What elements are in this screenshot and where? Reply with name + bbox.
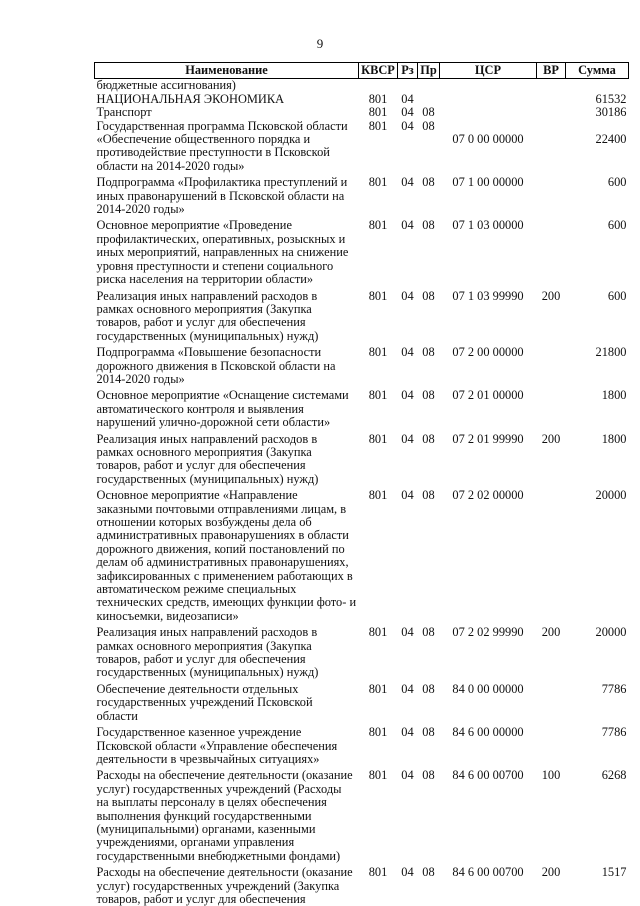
row-vr — [537, 723, 566, 766]
row-pr: 08 — [422, 218, 435, 233]
row-csr: 07 0 00 00000 — [452, 131, 524, 146]
row-pr: 08 — [422, 488, 435, 503]
row-pr: 08 — [422, 288, 435, 303]
row-name: Транспорт — [96, 105, 152, 120]
row-vr — [537, 386, 566, 429]
table-row — [95, 287, 629, 344]
row-pr: 08 — [422, 725, 435, 740]
row-rz: 04 — [401, 118, 414, 133]
row-vr: 200 — [541, 288, 561, 303]
row-sum: 6268 — [601, 768, 627, 783]
table-row — [95, 106, 629, 119]
row-rz: 04 — [401, 105, 414, 120]
row-name: Подпрограмма «Повышение безопасности дорожного движения в Псковской области на 2014-2020 годы» — [96, 345, 336, 386]
row-csr: 07 2 00 00000 — [452, 345, 524, 360]
header-rz: Рз — [398, 63, 418, 79]
row-pr — [418, 79, 440, 93]
row-name: Государственное казенное учреждение Псковской области «Управление обеспечения деятельности в чрезвычайных ситуациях» — [96, 725, 338, 766]
row-kvsr: 801 — [368, 218, 388, 233]
row-csr: 07 1 00 00000 — [452, 175, 524, 190]
row-name: Государственная программа Псковской области «Обеспечение общественного порядка и противодействие преступности в Псковской области на 2014-2020 годы» — [96, 118, 348, 173]
row-sum: 30186 — [595, 105, 627, 120]
row-pr: 08 — [422, 681, 435, 696]
row-kvsr: 801 — [368, 488, 388, 503]
row-vr — [537, 120, 566, 174]
row-rz: 04 — [401, 218, 414, 233]
row-kvsr: 801 — [368, 625, 388, 640]
row-rz: 04 — [401, 768, 414, 783]
table-row — [95, 723, 629, 766]
row-kvsr: 801 — [368, 388, 388, 403]
header-csr: ЦСР — [440, 63, 537, 79]
table-row — [95, 766, 629, 863]
row-kvsr: 801 — [368, 681, 388, 696]
row-kvsr: 801 — [368, 345, 388, 360]
row-sum: 1800 — [601, 388, 627, 403]
table-row — [95, 93, 629, 106]
row-sum: 1517 — [601, 865, 627, 880]
row-csr: 84 6 00 00700 — [452, 768, 524, 783]
row-name: Реализация иных направлений расходов в рамках основного мероприятия (Закупка товаров, работ и услуг для обеспечения государственных (муниципальных) нужд) — [96, 431, 319, 486]
row-sum: 600 — [607, 175, 627, 190]
row-pr — [418, 93, 440, 106]
row-sum: 600 — [607, 218, 627, 233]
row-rz: 04 — [401, 488, 414, 503]
row-vr — [537, 343, 566, 386]
row-csr: 07 2 01 99990 — [452, 431, 524, 446]
header-name: Наименование — [95, 63, 359, 79]
table-row — [95, 386, 629, 429]
row-sum: 22400 — [595, 131, 627, 146]
row-csr: 07 2 02 99990 — [452, 625, 524, 640]
row-sum: 21800 — [595, 345, 627, 360]
row-kvsr: 801 — [368, 175, 388, 190]
row-rz: 04 — [401, 388, 414, 403]
table-header-row — [95, 63, 629, 79]
row-pr: 08 — [422, 345, 435, 360]
row-sum: 7786 — [601, 725, 627, 740]
row-rz: 04 — [401, 91, 414, 106]
row-csr — [440, 79, 537, 93]
row-pr: 08 — [422, 625, 435, 640]
table-row — [95, 623, 629, 680]
row-name: Обеспечение деятельности отдельных государственных учреждений Псковской области — [96, 681, 313, 723]
row-kvsr: 801 — [368, 91, 388, 106]
row-vr: 100 — [541, 768, 561, 783]
row-vr — [537, 680, 566, 723]
row-csr: 07 1 03 00000 — [452, 218, 524, 233]
table-row — [95, 680, 629, 723]
row-pr: 08 — [422, 118, 435, 133]
row-name: Расходы на обеспечение деятельности (оказание услуг) государственных учреждений (Закупка товаров, работ и услуг для обеспечения — [96, 865, 353, 906]
row-kvsr: 801 — [368, 768, 388, 783]
row-csr — [440, 106, 537, 119]
row-csr: 07 1 03 99990 — [452, 288, 524, 303]
row-vr — [537, 216, 566, 286]
row-pr: 08 — [422, 105, 435, 120]
row-name: Основное мероприятие «Направление заказными почтовыми отправлениями лицам, в отношении которых возбуждены дела об административных правонарушениях в области дорожного движения, копий постановлений по делам об административных правонарушениях, зафиксированных с применением работающих в автоматическом режиме специальных технических средств, имеющих функции фото- и киносъемки, видеозаписи» — [96, 488, 357, 623]
row-name: Расходы на обеспечение деятельности (оказание услуг) государственных учреждений (Расходы на выплаты персоналу в целях обеспечения выполнения функций государственными (муниципальными) органами, казенными учреждениями, органами управления государственными внебюджетными фондами) — [96, 768, 353, 863]
row-kvsr: 801 — [368, 288, 388, 303]
row-kvsr: 801 — [368, 725, 388, 740]
row-kvsr: 801 — [368, 431, 388, 446]
table-row — [95, 430, 629, 487]
row-vr — [537, 79, 566, 93]
budget-table — [94, 62, 629, 906]
row-pr: 08 — [422, 768, 435, 783]
row-name: Реализация иных направлений расходов в рамках основного мероприятия (Закупка товаров, работ и услуг для обеспечения государственных (муниципальных) нужд) — [96, 625, 319, 680]
table-row — [95, 120, 629, 174]
row-name: НАЦИОНАЛЬНАЯ ЭКОНОМИКА — [96, 91, 285, 106]
row-rz: 04 — [401, 725, 414, 740]
table-row — [95, 486, 629, 623]
header-kvsr: КВСР — [359, 63, 398, 79]
row-vr: 200 — [541, 865, 561, 880]
header-sum: Сумма — [566, 63, 629, 79]
row-csr: 84 6 00 00000 — [452, 725, 524, 740]
table-row — [95, 863, 629, 906]
row-vr — [537, 93, 566, 106]
row-csr: 07 2 01 00000 — [452, 388, 524, 403]
row-vr: 200 — [541, 625, 561, 640]
row-vr — [537, 173, 566, 216]
row-vr: 200 — [541, 431, 561, 446]
row-pr: 08 — [422, 865, 435, 880]
row-pr: 08 — [422, 388, 435, 403]
row-sum: 20000 — [595, 625, 627, 640]
row-pr: 08 — [422, 431, 435, 446]
row-rz: 04 — [401, 681, 414, 696]
row-rz: 04 — [401, 345, 414, 360]
header-vr: ВР — [537, 63, 566, 79]
row-sum — [566, 79, 629, 93]
row-rz: 04 — [401, 175, 414, 190]
row-sum: 20000 — [595, 488, 627, 503]
row-csr: 84 6 00 00700 — [452, 865, 524, 880]
row-rz — [398, 79, 418, 93]
row-kvsr: 801 — [368, 105, 388, 120]
header-pr: Пр — [418, 63, 440, 79]
table-row — [95, 216, 629, 286]
row-name: Основное мероприятие «Проведение профилактических, оперативных, розыскных и иных мероприятий, направленных на снижение уровня преступности и степени социального риска населения на территории области» — [96, 218, 349, 287]
row-rz: 04 — [401, 865, 414, 880]
row-kvsr: 801 — [368, 865, 388, 880]
row-rz: 04 — [401, 431, 414, 446]
row-pr: 08 — [422, 175, 435, 190]
row-sum: 7786 — [601, 681, 627, 696]
row-csr: 07 2 02 00000 — [452, 488, 524, 503]
table-row — [95, 343, 629, 386]
row-name: Подпрограмма «Профилактика преступлений и иных правонарушений в Псковской области на 2014-2020 годы» — [96, 175, 348, 217]
row-rz: 04 — [401, 625, 414, 640]
row-csr: 84 0 00 00000 — [452, 681, 524, 696]
row-name: Основное мероприятие «Оснащение системами автоматического контроля и выявления нарушений улично-дорожной сети области» — [96, 388, 349, 430]
row-sum: 600 — [607, 288, 627, 303]
row-sum: 61532 — [595, 91, 627, 106]
page-number: 9 — [316, 36, 324, 51]
row-rz: 04 — [401, 288, 414, 303]
row-kvsr: 801 — [368, 118, 388, 133]
row-csr — [440, 93, 537, 106]
row-name: Реализация иных направлений расходов в рамках основного мероприятия (Закупка товаров, работ и услуг для обеспечения государственных (муниципальных) нужд) — [96, 288, 319, 343]
table-row — [95, 79, 629, 93]
row-kvsr — [359, 79, 398, 93]
row-vr — [537, 106, 566, 119]
row-vr — [537, 486, 566, 623]
row-name: бюджетные ассигнования) — [96, 78, 236, 93]
row-sum: 1800 — [601, 431, 627, 446]
table-row — [95, 173, 629, 216]
